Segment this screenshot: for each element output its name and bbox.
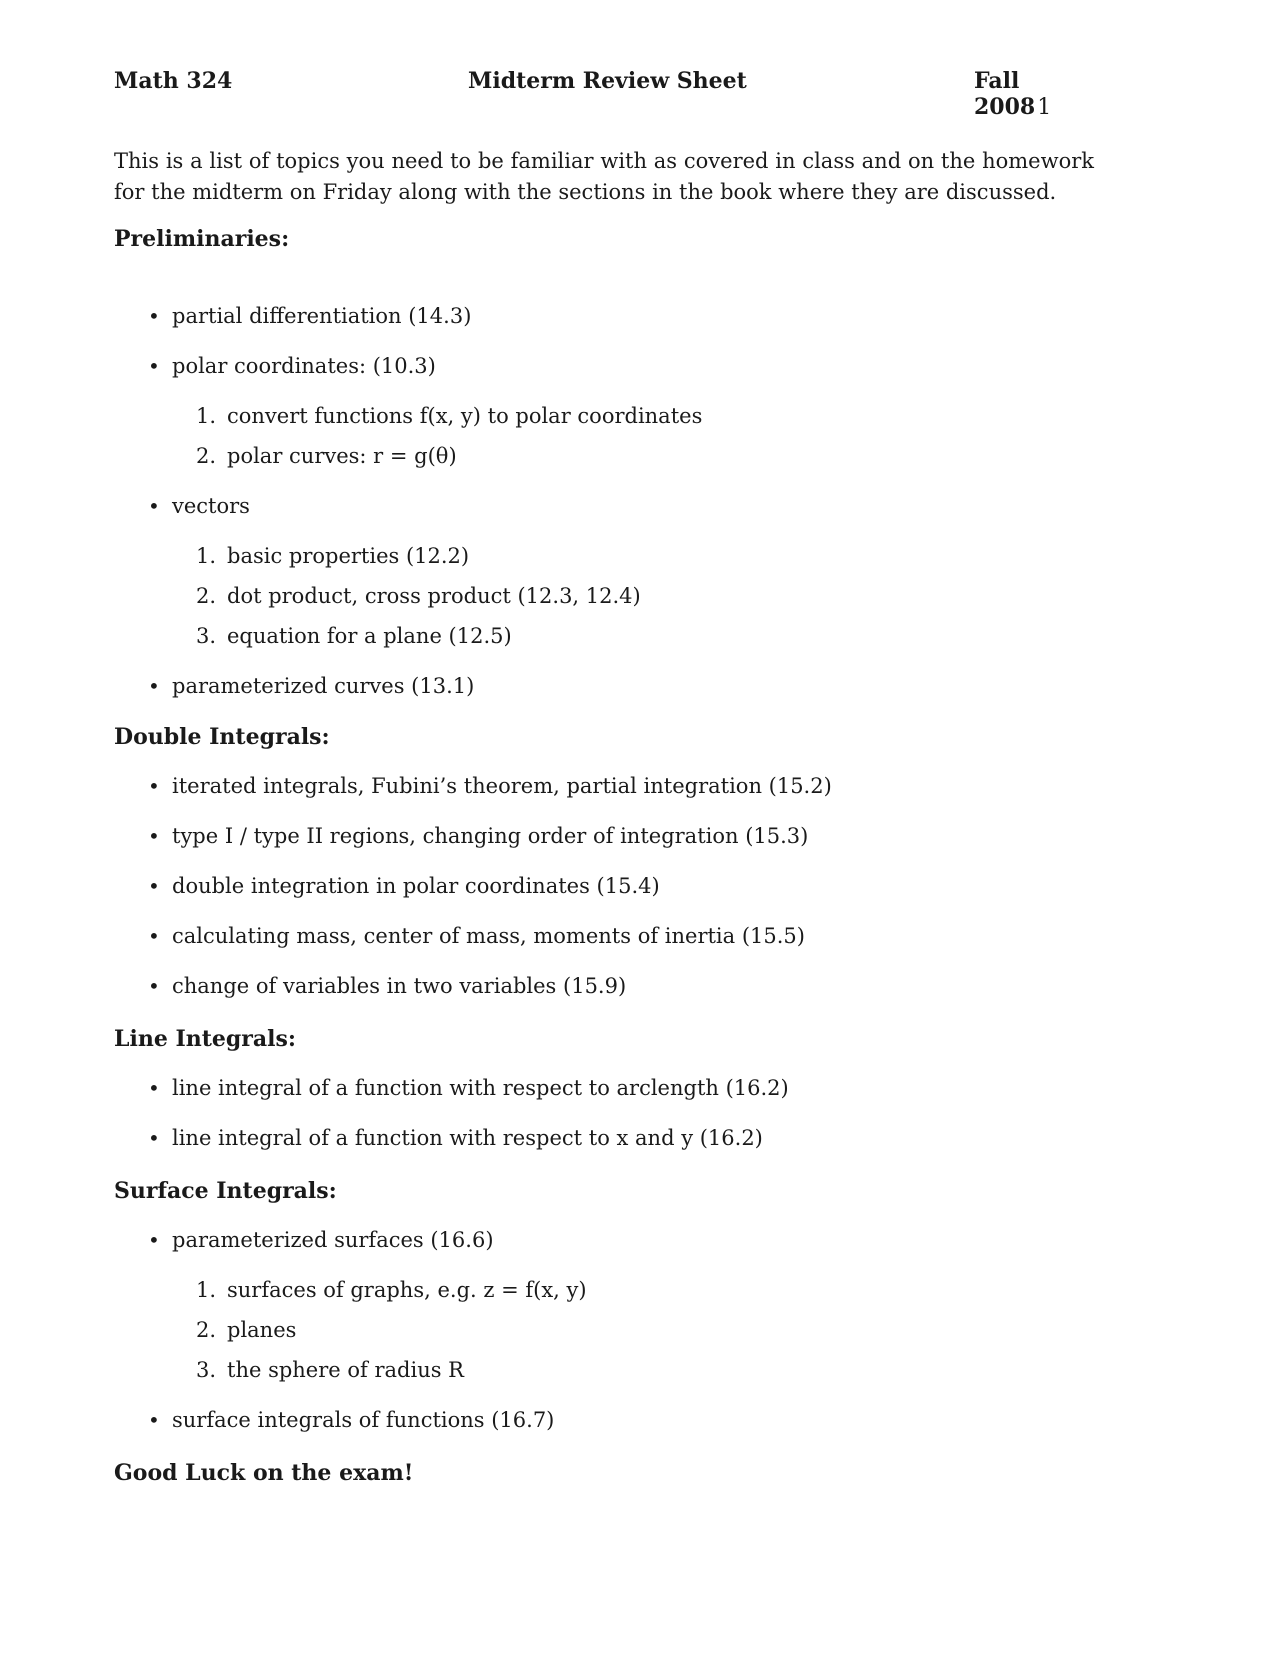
bullet-marker: • [148,1228,160,1252]
enum-marker: 1. [196,404,217,428]
list-item [148,1408,554,1432]
section-title-preliminaries: Preliminaries: [114,226,290,252]
list-item [148,1076,789,1100]
sub-list-item [196,1358,464,1382]
bullet-marker: • [148,674,160,698]
item-text: calculating mass, center of mass, moments of inertia (15.5) [172,924,805,948]
list-item [148,924,805,948]
page-header [114,68,1104,120]
item-text: polar curves: r = g(θ) [227,444,457,468]
enum-marker: 1. [196,1278,217,1302]
page-number: 1 [1037,95,1052,120]
section-title-double-integrals: Double Integrals: [114,724,330,750]
enum-marker: 2. [196,444,217,468]
enum-marker: 2. [196,1318,217,1342]
item-text: planes [227,1318,297,1342]
course-name: Math 324 [114,68,233,94]
intro-paragraph: This is a list of topics you need to be familiar with as covered in class and on the homework for the midterm on Friday along with the sections in the book where they are discussed. [114,149,1094,204]
item-text: partial differentiation (14.3) [172,304,472,328]
bullet-marker: • [148,1126,160,1150]
list-item [148,774,832,798]
list-item [148,1228,494,1252]
bullet-marker: • [148,824,160,848]
sub-list-item [196,404,702,428]
item-text: change of variables in two variables (15.9) [172,974,627,998]
bullet-marker: • [148,924,160,948]
item-text: line integral of a function with respect to x and y (16.2) [172,1126,763,1150]
item-text: the sphere of radius R [227,1358,464,1382]
bullet-marker: • [148,974,160,998]
item-text: convert functions f(x, y) to polar coordinates [227,404,703,428]
sub-list-item [196,1278,587,1302]
section-title-surface-integrals: Surface Integrals: [114,1178,337,1204]
item-text: parameterized surfaces (16.6) [172,1228,494,1252]
list-item [148,824,808,848]
item-text: iterated integrals, Fubini’s theorem, partial integration (15.2) [172,774,832,798]
item-text: line integral of a function with respect to arclength (16.2) [172,1076,789,1100]
list-item [148,874,660,898]
sub-list-item [196,444,457,468]
bullet-marker: • [148,494,160,518]
sub-list-item [196,624,512,648]
bullet-marker: • [148,354,160,378]
bullet-marker: • [148,304,160,328]
list-item [148,304,471,328]
term-label [974,68,1104,120]
enum-marker: 3. [196,1358,217,1382]
list-item [148,974,626,998]
item-text: polar coordinates: (10.3) [172,354,436,378]
bullet-marker: • [148,774,160,798]
item-text: equation for a plane (12.5) [227,624,512,648]
item-text: double integration in polar coordinates (15.4) [172,874,660,898]
list-item [148,354,436,378]
bullet-marker: • [148,1076,160,1100]
bullet-marker: • [148,1408,160,1432]
item-text: parameterized curves (13.1) [172,674,475,698]
sub-list-item [196,544,469,568]
bullet-marker: • [148,874,160,898]
document-title: Midterm Review Sheet [468,68,747,94]
list-item [148,494,250,518]
list-item [148,674,474,698]
closing-message: Good Luck on the exam! [114,1460,414,1486]
term-text: Fall 2008 [974,68,1036,120]
enum-marker: 2. [196,584,217,608]
item-text: dot product, cross product (12.3, 12.4) [227,584,641,608]
item-text: surface integrals of functions (16.7) [172,1408,555,1432]
section-title-line-integrals: Line Integrals: [114,1026,297,1052]
sub-list-item [196,584,641,608]
list-item [148,1126,763,1150]
enum-marker: 1. [196,544,217,568]
enum-marker: 3. [196,624,217,648]
item-text: vectors [172,494,250,518]
item-text: surfaces of graphs, e.g. z = f(x, y) [227,1278,587,1302]
sub-list-item [196,1318,296,1342]
item-text: basic properties (12.2) [227,544,470,568]
item-text: type I / type II regions, changing order of integration (15.3) [172,824,809,848]
